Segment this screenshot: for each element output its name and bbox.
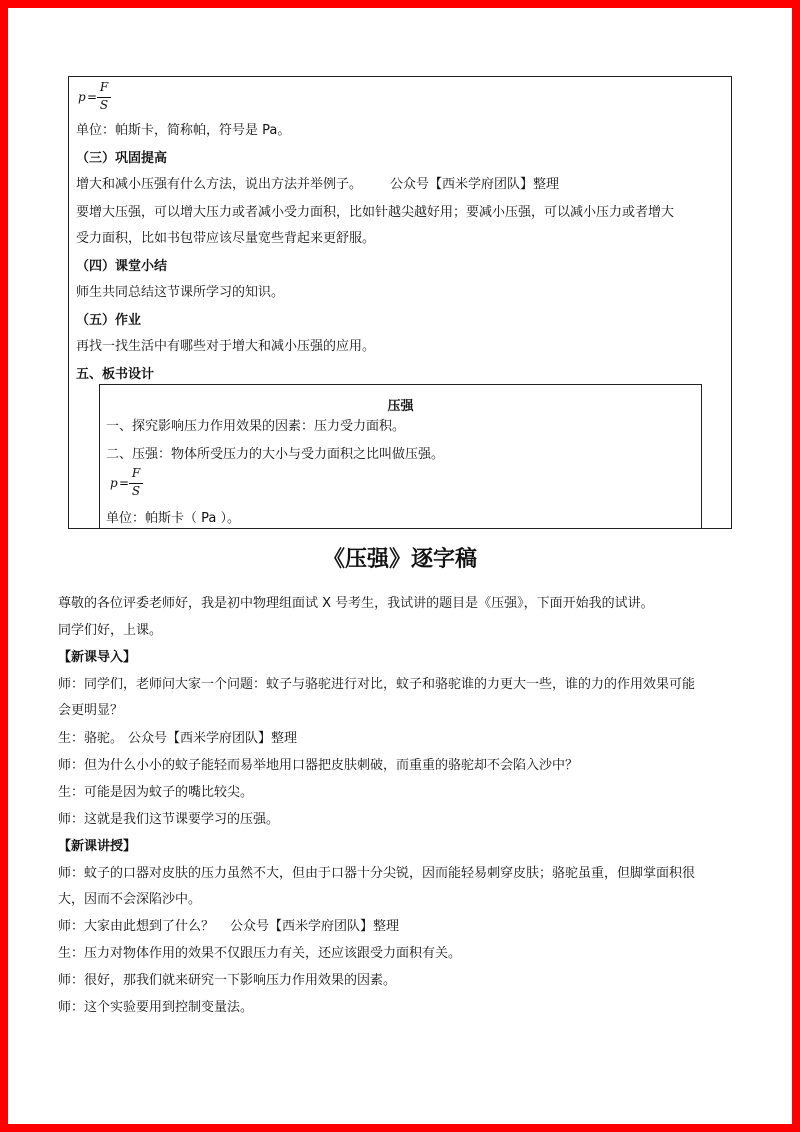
student-line-1: 生：骆驼。 — [58, 731, 124, 746]
board-formula — [110, 466, 150, 502]
formula-p: p — [78, 90, 86, 104]
teacher-line-4b: 大，因而不会深陷沙中。 — [58, 892, 202, 907]
heading-homework: （五）作业 — [76, 313, 142, 328]
board-unit-line: 单位：帕斯卡（ Pa ）。 — [106, 511, 240, 526]
watermark-2: 公众号【西米学府团队】整理 — [128, 731, 298, 746]
formula-numerator: F — [99, 80, 109, 94]
greeting-line: 同学们好，上课。 — [58, 623, 163, 638]
watermark-1: 公众号【西米学府团队】整理 — [390, 177, 560, 192]
formula-eq: = — [87, 90, 98, 104]
heading-new-lesson-teach: 【新课讲授】 — [58, 839, 137, 854]
board-formula-p: p — [110, 476, 118, 490]
watermark-3: 公众号【西米学府团队】整理 — [230, 919, 400, 934]
board-line-1: 一、探究影响压力作用效果的因素：压力受力面积。 — [106, 419, 406, 434]
summary-line: 师生共同总结这节课所学习的知识。 — [76, 285, 285, 300]
teacher-line-1a: 师：同学们，老师问大家一个问题：蚊子与骆驼进行对比，蚊子和骆驼谁的力更大一些，谁的力的作用效果可能 — [58, 677, 696, 692]
answer-line-2: 受力面积，比如书包带应该尽量宽些背起来更舒服。 — [76, 231, 376, 246]
heading-new-lesson-intro: 【新课导入】 — [58, 650, 137, 665]
formula-denominator: S — [99, 98, 109, 112]
teacher-line-7: 师：这个实验要用到控制变量法。 — [58, 1000, 254, 1015]
student-line-3: 生：压力对物体作用的效果不仅跟压力有关，还应该跟受力面积有关。 — [58, 946, 462, 961]
board-formula-numerator: F — [131, 466, 141, 480]
pressure-formula — [78, 80, 118, 116]
answer-line-1: 要增大压强，可以增大压力或者减小受力面积，比如针越尖越好用；要减小压强，可以减小压力或者增大 — [76, 205, 675, 220]
teacher-line-2: 师：但为什么小小的蚊子能轻而易举地用口器把皮肤刺破，而重重的骆驼却不会陷入沙中？ — [58, 758, 579, 773]
transcript-title: 《压强》逐字稿 — [322, 546, 477, 572]
homework-line: 再找一找生活中有哪些对于增大和减小压强的应用。 — [76, 339, 376, 354]
table-bottom-border — [68, 528, 732, 529]
teacher-line-1b: 会更明显？ — [58, 703, 124, 718]
student-line-2: 生：可能是因为蚊子的嘴比较尖。 — [58, 785, 254, 800]
teacher-line-3: 师：这就是我们这节课要学习的压强。 — [58, 812, 280, 827]
unit-line: 单位：帕斯卡，简称帕，符号是 Pa。 — [76, 123, 291, 138]
heading-summary: （四）课堂小结 — [76, 259, 168, 274]
board-title: 压强 — [387, 399, 414, 414]
intro-line: 尊敬的各位评委老师好，我是初中物理组面试 X 号考生，我试讲的题目是《压强》，下面开始我的试讲。 — [58, 596, 654, 611]
board-formula-denominator: S — [131, 484, 141, 498]
heading-consolidate: （三）巩固提高 — [76, 151, 168, 166]
teacher-line-6: 师：很好，那我们就来研究一下影响压力作用效果的因素。 — [58, 973, 397, 988]
board-formula-eq: = — [119, 476, 130, 490]
teacher-line-5: 师：大家由此想到了什么？ — [58, 919, 215, 934]
heading-board-design: 五、板书设计 — [76, 367, 155, 382]
teacher-line-4a: 师：蚊子的口器对皮肤的压力虽然不大，但由于口器十分尖锐，因而能轻易刺穿皮肤；骆驼虽重，但脚掌面积很 — [58, 866, 696, 881]
board-line-2: 二、压强：物体所受压力的大小与受力面积之比叫做压强。 — [106, 447, 445, 462]
question-line: 增大和减小压强有什么方法，说出方法并举例子。 — [76, 177, 363, 192]
